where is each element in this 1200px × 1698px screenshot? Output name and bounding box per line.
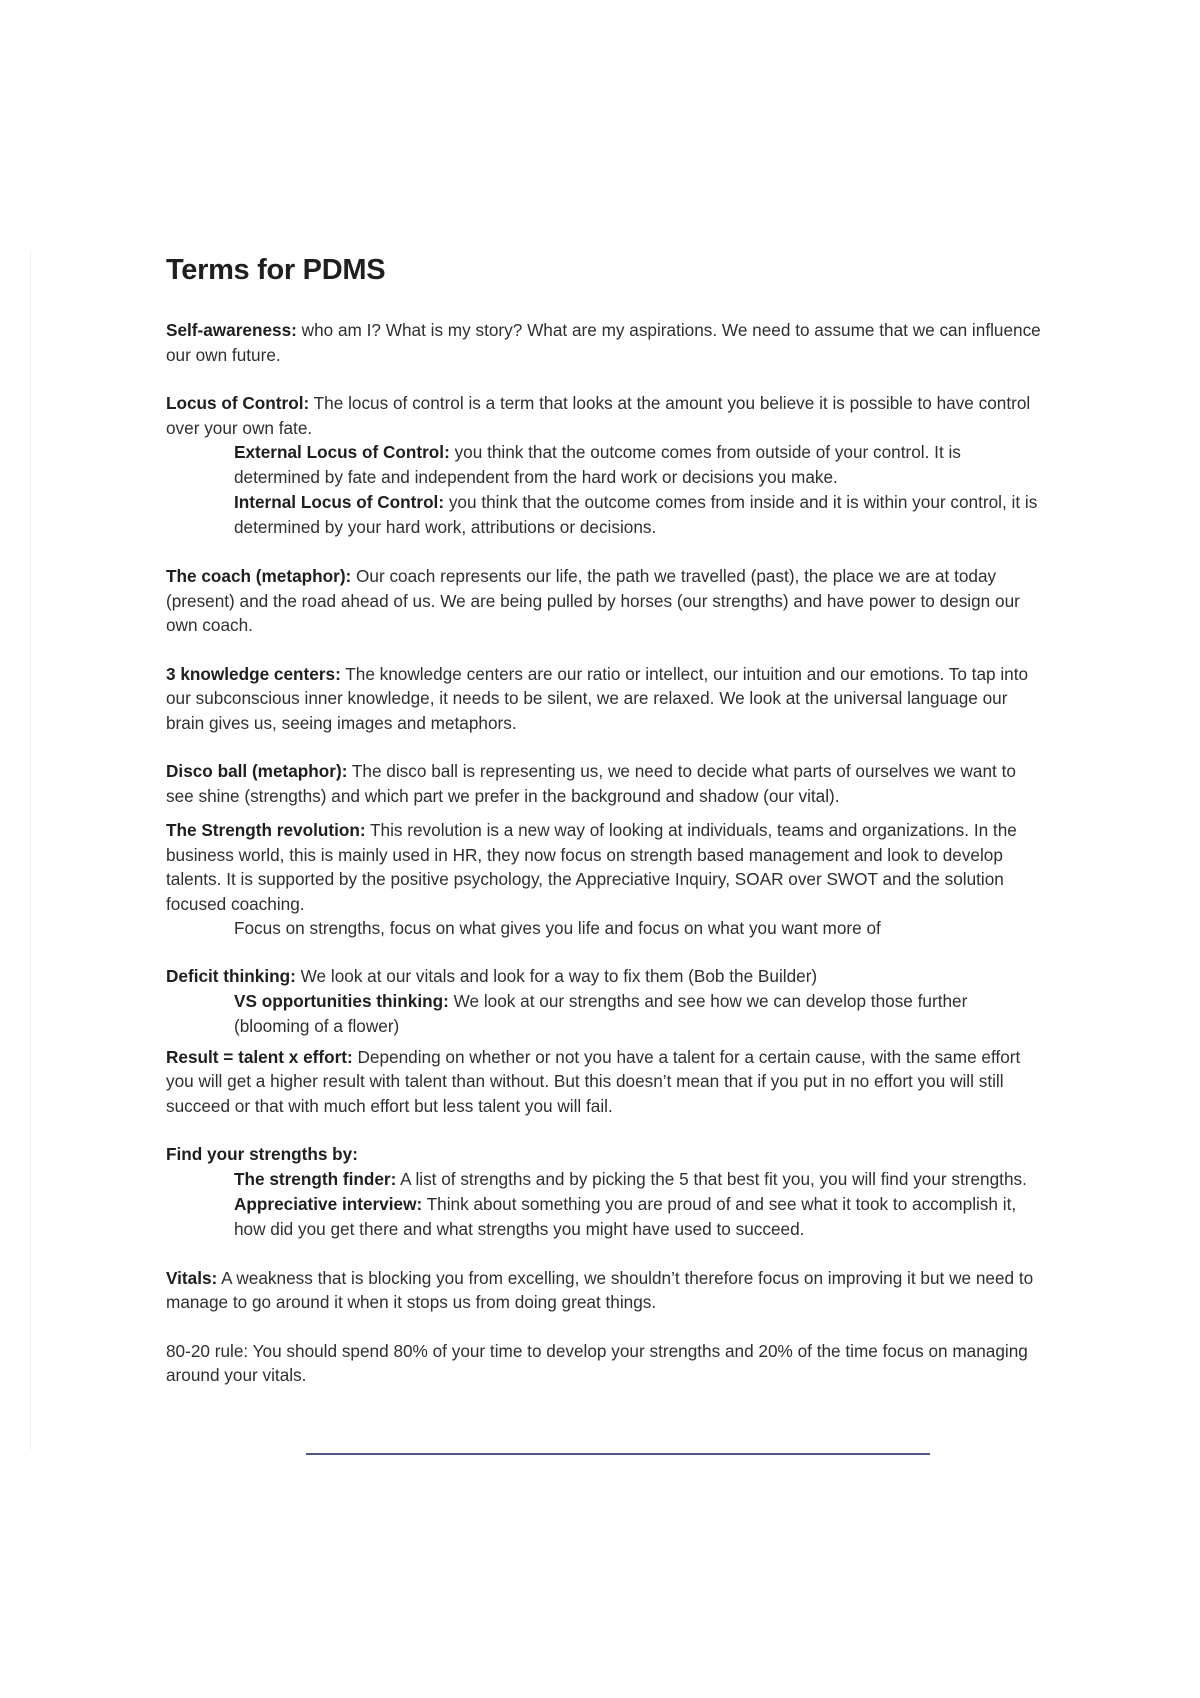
term-label: Find your strengths by: [166,1144,358,1164]
entry-self-awareness [166,318,1046,367]
sub-term-label: The strength finder: [234,1168,397,1189]
term-label: The coach (metaphor): [166,566,352,586]
term-definition: The disco ball is representing us, we need to decide what parts of ourselves we want to see shine (strengths) and which part we prefer in the background and shadow (our vital). [166,761,1016,806]
term-definition: Depending on whether or not you have a talent for a certain cause, with the same effort you will get a higher result with talent than without. But this doesn’t mean that if you put in no effort you will still succeed or that with much effort but less talent you will fail. [166,1046,1021,1116]
entry-knowledge-centers [166,662,1046,736]
term-label: Self-awareness: [166,320,297,340]
sub-term-label: VS opportunities thinking: [234,990,449,1011]
sub-term-definition: you think that the outcome comes from outside of your control. It is determined by fate and independent from the hard work or decisions you make. [234,442,961,487]
term-definition: who am I? What is my story? What are my aspirations. We need to assume that we can influence our own future. [166,320,1041,365]
sub-term-definition: We look at our strengths and see how we can develop those further (blooming of a flower) [234,990,968,1036]
term-definition: This revolution is a new way of looking at individuals, teams and organizations. In the business world, this is mainly used in HR, they now focus on strength based management and look to develop talents. It is supported by the positive psychology, the Appreciative Inquiry, SOAR over SWOT and the solution focused coaching. [166,820,1017,914]
entry-80-20-rule: 80-20 rule: You should spend 80% of your time to develop your strengths and 20% of the time focus on managing around your vitals. [166,1340,1028,1385]
term-label: Deficit thinking: [166,966,296,986]
term-definition: The locus of control is a term that looks at the amount you believe it is possible to have control over your own fate. [166,393,1031,438]
sub-term-definition: you think that the outcome comes from inside and it is within your control, it is determined by your hard work, attributions or decisions. [234,492,1038,537]
sub-entry-opportunities-thinking [234,989,1046,1039]
term-paragraph [166,391,1046,440]
sub-term-label: Internal Locus of Control: [234,492,445,512]
sub-term-label: External Locus of Control: [234,442,450,462]
strength-revolution-note: Focus on strengths, focus on what gives you life and focus on what you want more of [234,918,881,938]
sub-term-definition: A list of strengths and by picking the 5 that best fit you, you will find your strengths. [396,1168,1027,1189]
entry-locus-of-control [166,391,1046,540]
term-label: Vitals: [166,1267,218,1288]
entry-coach-metaphor [166,564,1046,638]
document-body [166,252,1046,1412]
term-paragraph [166,818,1046,916]
footer-divider [306,1453,930,1455]
term-definition: The knowledge centers are our ratio or intellect, our intuition and our emotions. To tap into our subconscious inner knowledge, it needs to be silent, we are relaxed. We look at the universal language our brain gives us, seeing images and metaphors. [166,663,1029,733]
sub-entry-internal-locus [234,490,1046,540]
term-label: Disco ball (metaphor): [166,761,348,781]
sub-term-definition: Think about something you are proud of and see what it took to accomplish it, how did you get there and what strengths you might have used to succeed. [234,1193,1017,1239]
entry-vitals [166,1266,1046,1315]
entry-find-strengths [166,1142,1046,1242]
term-definition: A weakness that is blocking you from excelling, we shouldn’t therefore focus on improving it but we need to manage to go around it when it stops us from doing great things. [166,1267,1034,1312]
entry-result-talent-effort [166,1045,1046,1119]
term-label: Result = talent x effort: [166,1046,353,1067]
term-definition: Our coach represents our life, the path we travelled (past), the place we are at today (present) and the road ahead of us. We are being pulled by horses (our strengths) and have power to design our own coach. [166,566,1020,635]
sub-entry-external-locus [234,440,1046,490]
term-definition: We look at our vitals and look for a way to fix them (Bob the Builder) [295,966,818,986]
entry-strength-revolution [166,818,1046,940]
sub-entry-appreciative-interview [234,1192,1046,1242]
term-label: 3 knowledge centers: [166,663,341,684]
term-label: The Strength revolution: [166,820,366,840]
page-edge-line [30,250,31,1450]
term-label: Locus of Control: [166,393,310,413]
entry-disco-ball [166,759,1046,808]
page-title: Terms for PDMS [166,254,386,286]
entry-deficit-thinking [166,964,1046,1039]
term-paragraph [166,964,1046,989]
sub-entry-strength-finder [234,1167,1046,1192]
sub-term-label: Appreciative interview: [234,1193,423,1214]
